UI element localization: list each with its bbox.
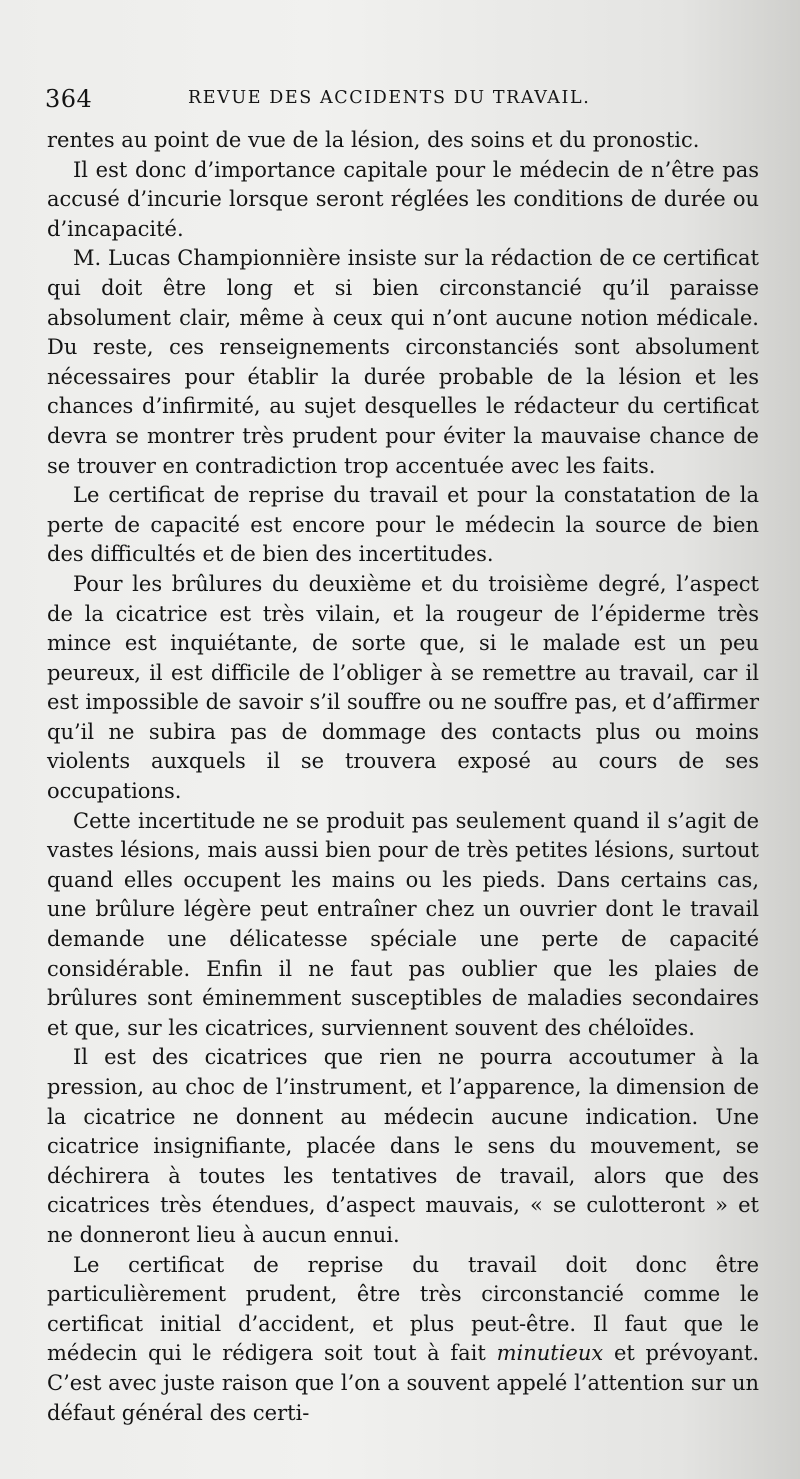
paragraph: Cette incertitude ne se produit pas seulement quand il s’agit de vastes lésions, mais aussi bien pour de très petites lésions, surtout quand elles occupent les mains ou les pieds. Dans certains cas, une brûlure légère peut entraîner chez un ouvrier dont le travail demande une délicatesse spéciale une perte de capacité considérable. Enfin il ne faut pas oublier que les plaies de brûlures sont éminemment susceptibles de maladies secondaires et que, sur les cicatrices, surviennent souvent des chéloïdes. [47,808,759,1040]
paragraph: M. Lucas Championnière insiste sur la rédaction de ce certificat qui doit être long et si bien circonstancié qu’il paraisse absolument clair, même à ceux qui n’ont aucune notion médicale. Du reste, ces renseignements circonstanciés sont absolument nécessaires pour établir la durée probable de la lésion et les chances d’infirmité, au sujet desquelles le rédacteur du certificat devra se montrer très prudent pour éviter la mauvaise chance de se trouver en contradiction trop accentuée avec les faits. [47,246,759,478]
paragraph-text: et prévoyant. C’est avec juste raison que l’on a souvent appelé l’attention sur un défaut général des certi- [47,1341,759,1425]
paragraph: Il est donc d’importance capitale pour le médecin de n’être pas accusé d’incurie lorsque seront réglées les conditions de durée ou d’incapacité. [47,157,759,241]
paragraph-text: Le certificat de reprise du travail doit donc être particulièrement prudent, être très circonstancié comme le certificat initial d’accident, et plus peut-être. Il faut que le médecin qui le rédigera soit tout à fait [47,1252,759,1366]
italic-word: minutieux [496,1341,604,1366]
paragraph [47,1251,759,1429]
running-title: REVUE DES ACCIDENTS DU TRAVAIL. [188,88,591,108]
paragraph: Pour les brûlures du deuxième et du troisième degré, l’aspect de la cicatrice est très vilain, et la rougeur de l’épiderme très mince est inquiétante, de sorte que, si le malade est un peu peureux, il est difficile de l’obliger à se remettre au travail, car il est impossible de savoir s’il souffre ou ne souffre pas, et d’affirmer qu’il ne subira pas de dommage des contacts plus ou moins violents auxquels il se trouvera exposé au cours de ses occupations. [47,571,759,804]
paragraph-continued: rentes au point de vue de la lésion, des soins et du pronostic. [47,128,700,152]
page-number: 364 [45,85,93,113]
paragraph: Le certificat de reprise du travail et pour la constatation de la perte de capacité est encore pour le médecin la source de bien des difficultés et de bien des incertitudes. [47,483,759,567]
body-text [47,126,759,1428]
paragraph: Il est des cicatrices que rien ne pourra accoutumer à la pression, au choc de l’instrument, et l’apparence, la dimension de la cicatrice ne donnent au médecin aucune indication. Une cicatrice insignifiante, placée dans le sens du mouvement, se déchirera à toutes les tentatives de travail, alors que des cicatrices très étendues, d’aspect mauvais, « se culotteront » et ne donneront lieu à aucun ennui. [47,1045,759,1247]
